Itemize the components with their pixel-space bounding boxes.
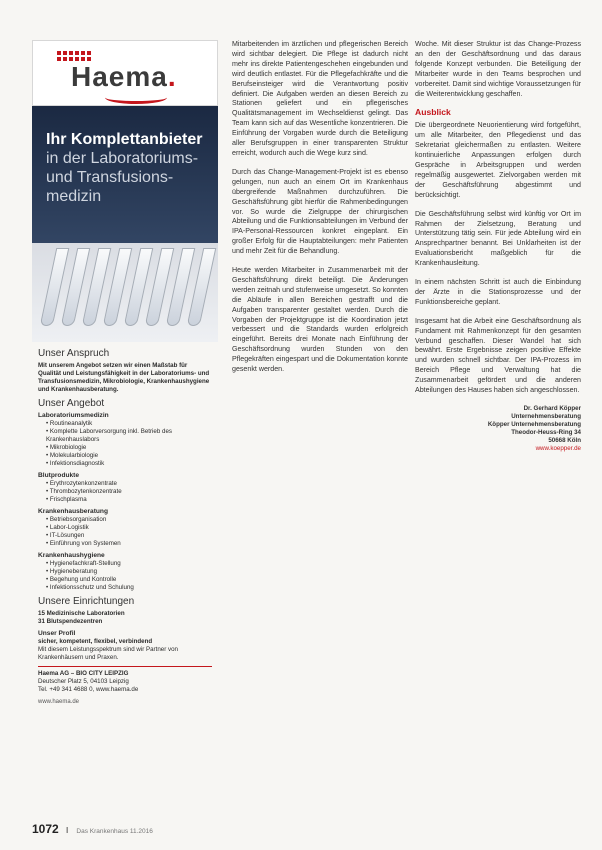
contact-address: Deutscher Platz 5, 04103 Leipzig bbox=[38, 678, 129, 685]
list-item: • Mikrobiologie bbox=[46, 444, 212, 452]
profil-heading: Unser Profil bbox=[38, 630, 76, 637]
hygiene-heading: Krankenhaushygiene bbox=[38, 552, 105, 559]
list-item: • Betriebsorganisation bbox=[46, 516, 212, 524]
haema-logo bbox=[71, 61, 177, 93]
blut-heading: Blutprodukte bbox=[38, 472, 80, 479]
list-item: • Erythrozytenkonzentrate bbox=[46, 480, 212, 488]
author-city: 50668 Köln bbox=[548, 437, 581, 444]
list-item: • Hygieneberatung bbox=[46, 568, 212, 576]
page-footer bbox=[32, 822, 153, 836]
ad-body bbox=[32, 342, 218, 712]
contact-block bbox=[38, 666, 212, 694]
ad-header bbox=[32, 40, 218, 106]
article-paragraph: Heute werden Mitarbeiter in Zusammenarbeit mit der Geschäftsführung direkt beteiligt. Die Änderungen werden zeitnah und stufenweise umgesetzt. So konnten die Abläufe in allen Bereichen gestrafft und die Aufgaben transparenter gestaltet werden. Durch die Vorgaben der Projektgruppe ist die Koordination jetzt verbessert und die Standards wurden erfolgreich eingeführt. Bereits drei Monate nach Einführung der Geschäftsordnung wurden Stunden von den Pflegekräften eingespart und die Dokumentation konnte gesenkt werden. bbox=[232, 266, 408, 374]
article-column-2 bbox=[232, 40, 408, 384]
hero-title-strong: Ihr Komplettanbieter bbox=[46, 131, 203, 148]
advertisement bbox=[32, 40, 218, 768]
article-paragraph: Insgesamt hat die Arbeit eine Geschäftsordnung als Fundament mit Rahmenkonzept für den gesamten Verbund geschaffen. Dieser Wandel hat sich bewährt. Erste Ergebnisse zeigen positive Effekte und wurden schnell sichtbar. Der IPA-Prozess im Bereich Pflege und Verwaltung hat die Zusammenarbeit gefördert und die anderen Abteilungen des Hauses haben sich angeschlossen. bbox=[415, 316, 581, 395]
hero-title-line-2: und Transfusions- bbox=[46, 169, 174, 186]
list-item: • Begehung und Kontrolle bbox=[46, 576, 212, 584]
list-item: • Molekularbiologie bbox=[46, 452, 212, 460]
ad-hero-image bbox=[32, 106, 218, 342]
ad-hero-title bbox=[46, 130, 206, 206]
angebot-heading: Unser Angebot bbox=[38, 398, 105, 409]
article-paragraph: Durch das Change-Management-Projekt ist es ebenso gelungen, nun auch an einem Ort im Krankenhaus übergreifende Maßnahmen durchzuführen. Die Geschäftsführung gibt hierfür die Rahmenbedingungen vor. So wurde die Zielgruppe der chirurgischen Abteilung und die Funktionsabteilungen im Verbund der IPA-Personal-Ressourcen konkret eingeplant. Ein großer Erfolg für die Hauptabteilungen: mehr Patienten und mehr Zeit für die Behandlung. bbox=[232, 167, 408, 256]
profil-text: Mit diesem Leistungsspektrum sind wir Partner von Krankenhäusern und Praxen. bbox=[38, 646, 178, 661]
contact-name: Haema AG – BIO CITY LEIPZIG bbox=[38, 670, 129, 677]
author-street: Theodor-Heuss-Ring 34 bbox=[511, 429, 581, 436]
list-item: • IT-Lösungen bbox=[46, 532, 212, 540]
author-company: Köpper Unternehmensberatung bbox=[487, 421, 581, 428]
page-number: 1072 bbox=[32, 822, 59, 836]
article-column-3 bbox=[415, 40, 581, 453]
blut-list bbox=[38, 480, 212, 504]
article-paragraph: Die übergeordnete Neuorientierung wird fortgeführt, um alle Mitarbeiter, den Pflegedienst und das Sekretariat gleichermaßen zu entlasten. Weitere kontinuierliche Anpassungen erfolgen durch Gespräche in Arbeitsgruppen und werden regelmäßig ausgewertet. Zielvorgaben werden mit der Geschäftsführung abgestimmt und berücksichtigt. bbox=[415, 121, 581, 199]
author-url-link[interactable]: www.koepper.de bbox=[535, 445, 581, 452]
hygiene-list bbox=[38, 560, 212, 592]
labmed-list bbox=[38, 420, 212, 468]
footer-separator: I bbox=[65, 826, 69, 835]
author-title: Unternehmensberatung bbox=[511, 413, 581, 420]
list-item: • Einführung von Systemen bbox=[46, 540, 212, 548]
author-block bbox=[415, 405, 581, 453]
hero-title-line-1: in der Laboratoriums- bbox=[46, 150, 199, 167]
test-tubes-illustration bbox=[48, 240, 208, 326]
journal-name: Das Krankenhaus 11.2016 bbox=[76, 828, 153, 835]
beratung-heading: Krankenhausberatung bbox=[38, 508, 108, 515]
list-item: • Labor-Logistik bbox=[46, 524, 212, 532]
contact-phone: Tel. +49 341 4688 0, www.haema.de bbox=[38, 686, 139, 693]
logo-smile-icon bbox=[105, 91, 167, 104]
logo-dots-icon bbox=[57, 51, 91, 61]
ad-url-link[interactable]: www.haema.de bbox=[38, 699, 80, 705]
list-item: • Hygienefachkraft-Stellung bbox=[46, 560, 212, 568]
author-name: Dr. Gerhard Köpper bbox=[523, 405, 581, 412]
logo-dot: . bbox=[167, 61, 177, 92]
list-item: • Komplette Laborversorgung inkl. Betrieb des Krankenhauslabors bbox=[46, 428, 212, 444]
article-paragraph: Mitarbeitenden im ärztlichen und pflegerischen Bereich wird sichtbar delegiert. Die Pflege ist dadurch nicht mehr ins direkte Patientengeschehen eingebunden und wird deutlich entlastet. Für die Pflegefachkräfte und die Berufseinsteiger wird die Verantwortung positiv definiert. Die Aufgaben werden an diesen Bereich zu Stationen geliefert und ein pflegerisches Qualitätsmanagement im Wechseldienst gelingt. Das Team kann sich auf das Wesentliche konzentrieren. Die Einführung der Vorgaben wurde durch die Beteiligung aller Berufsgruppen in einer transparenten Struktur erreicht, wodurch auch die Wege kurz sind. bbox=[232, 40, 408, 157]
labmed-heading: Laboratoriumsmedizin bbox=[38, 412, 109, 419]
list-item: • Thrombozytenkonzentrate bbox=[46, 488, 212, 496]
list-item: • Infektionsschutz und Schulung bbox=[46, 584, 212, 592]
article-paragraph: In einem nächsten Schritt ist auch die Einbindung der Ärzte in die Stationsprozesse und der Funktionsbereiche geplant. bbox=[415, 278, 581, 306]
list-item: • Infektionsdiagnostik bbox=[46, 460, 212, 468]
list-item: • Frischplasma bbox=[46, 496, 212, 504]
anspruch-text: Mit unserem Angebot setzen wir einen Maßstab für Qualität und Leistungsfähigkeit in der Laboratoriums- und Transfusionsmedizin, Mikrobiologie, Krankenhaushygiene und Krankenhausberatung. bbox=[38, 362, 210, 393]
anspruch-heading: Unser Anspruch bbox=[38, 348, 110, 359]
section-heading-ausblick: Ausblick bbox=[415, 107, 451, 118]
beratung-list bbox=[38, 516, 212, 548]
einrichtungen-line-2: 31 Blutspendezentren bbox=[38, 618, 103, 625]
list-item: • Routineanalytik bbox=[46, 420, 212, 428]
article-paragraph: Die Geschäftsführung selbst wird künftig vor Ort im Rahmen der Zielsetzung, Beratung und Unterstützung tätig sein. Für jede Abteilung wird ein Ansprechpartner benannt. Bei Unklarheiten ist der Evaluationsbericht maßgeblich für die Krankenhausleitung. bbox=[415, 209, 581, 268]
einrichtungen-heading: Unsere Einrichtungen bbox=[38, 596, 135, 607]
einrichtungen-line-1: 15 Medizinische Laboratorien bbox=[38, 610, 125, 617]
logo-text: Haema bbox=[71, 61, 168, 92]
article-paragraph: Woche. Mit dieser Struktur ist das Change-Prozess an den der Geschäftsordnung und das daraus folgende Konzept verbunden. Die Beteiligung der Mitarbeiter wurde in den Teams besprochen und vorbereitet. Damit sind wichtige Voraussetzungen für die Weiterentwicklung geschaffen. bbox=[415, 40, 581, 98]
hero-title-line-3: medizin bbox=[46, 188, 102, 205]
profil-line: sicher, kompetent, flexibel, verbindend bbox=[38, 638, 153, 645]
